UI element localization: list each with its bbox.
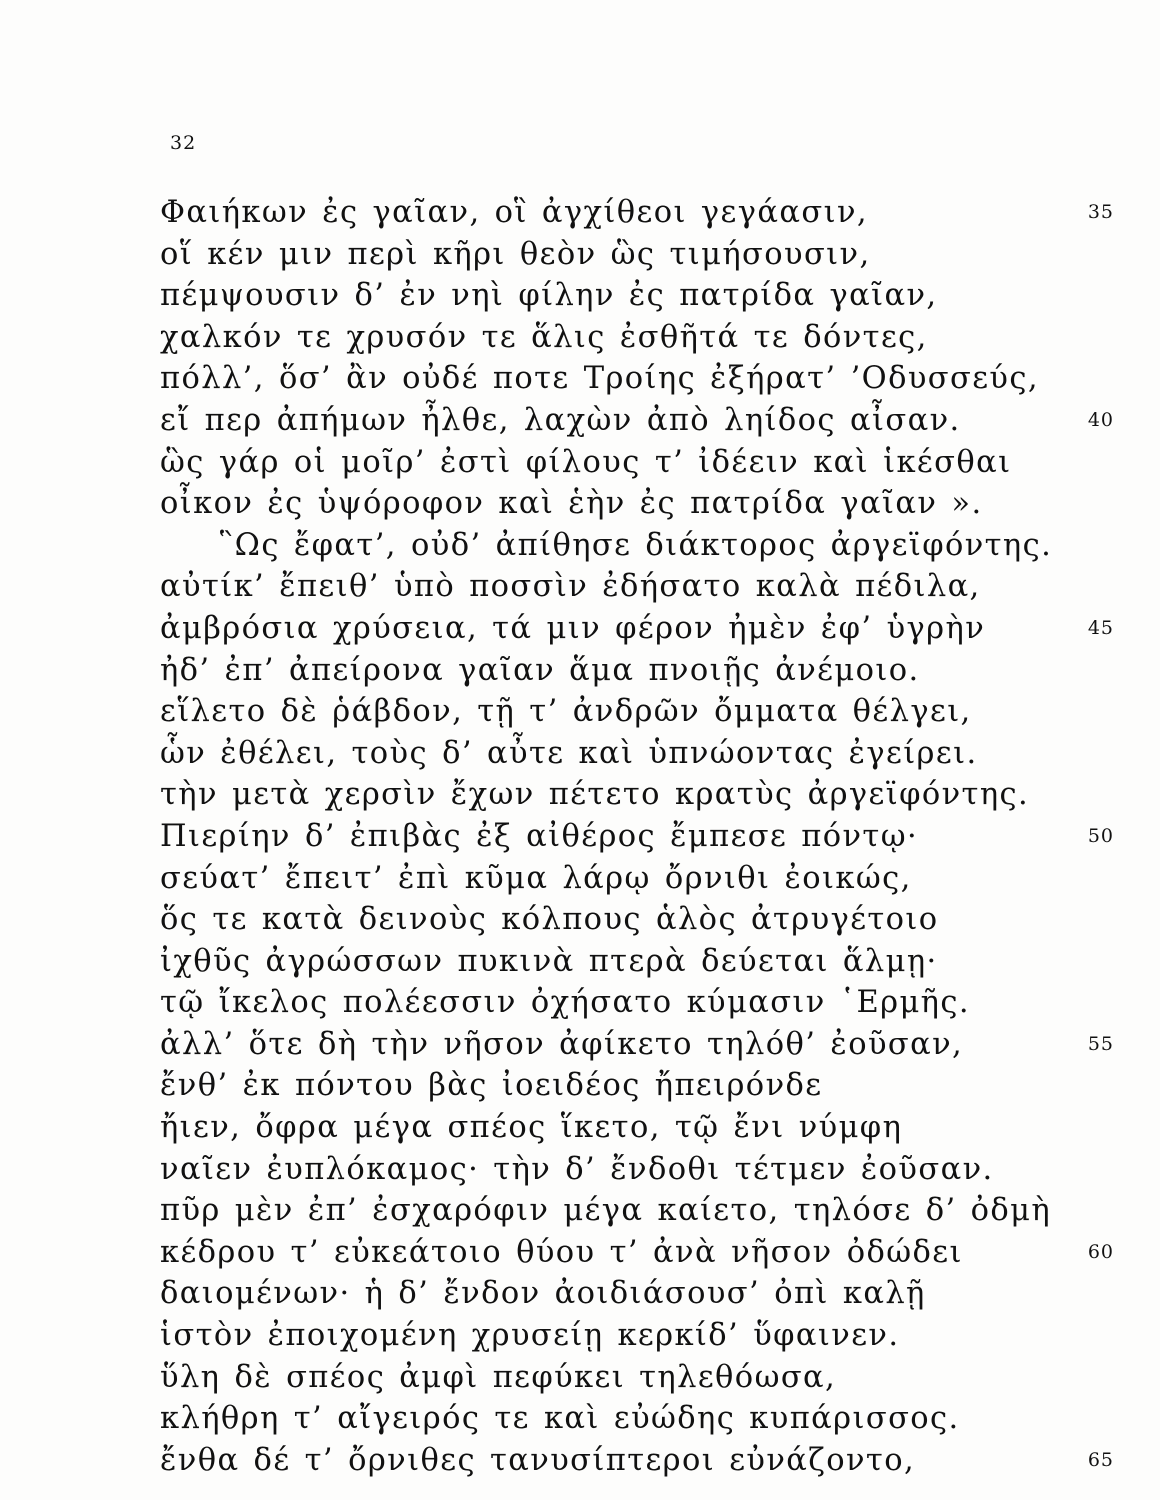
verse-line	[160, 317, 1120, 359]
line-number: 55	[1087, 1032, 1114, 1055]
verse-line	[160, 1149, 1120, 1191]
verse-text: κέδρου τ’ εὐκεάτοιο θύου τ’ ἀνὰ νῆσον ὀδώδει	[160, 1234, 963, 1270]
verse-line	[160, 1024, 1120, 1066]
verse-text: ἤιεν, ὄφρα μέγα σπέος ἵκετο, τῷ ἔνι νύμφη	[160, 1110, 903, 1146]
verse-line	[160, 192, 1120, 234]
verse-text: πόλλ’, ὅσ’ ἂν οὐδέ ποτε Τροίης ἐξήρατ’ ’Οδυσσεύς,	[160, 361, 1039, 397]
verse-text: ἔνθα δέ τ’ ὄρνιθες τανυσίπτεροι εὐνάζοντο,	[160, 1442, 916, 1478]
verse-text: οἶκον ἐς ὑψόροφον καὶ ἑὴν ἐς πατρίδα γαῖαν ».	[160, 486, 983, 522]
verse-text: πέμψουσιν δ’ ἐν νηὶ φίλην ἐς πατρίδα γαῖαν,	[160, 278, 938, 314]
verse-line	[160, 816, 1120, 858]
verse-line	[160, 483, 1120, 525]
verse-text: ναῖεν ἐυπλόκαμος· τὴν δ’ ἔνδοθι τέτμεν ἐοῦσαν.	[160, 1151, 994, 1187]
verse-line	[160, 1398, 1120, 1440]
verse-line	[160, 1357, 1120, 1399]
verse-text: εἵλετο δὲ ῥάβδον, τῇ τ’ ἀνδρῶν ὄμματα θέλγει,	[160, 694, 972, 730]
verse-text: δαιομένων· ἡ δ’ ἔνδον ἀοιδιάσουσ’ ὀπὶ καλῇ	[160, 1276, 926, 1312]
verse-text: Πιερίην δ’ ἐπιβὰς ἐξ αἰθέρος ἔμπεσε πόντῳ·	[160, 818, 919, 854]
verse-line	[160, 275, 1120, 317]
verse-line	[160, 899, 1120, 941]
verse-text: ὧν ἐθέλει, τοὺς δ’ αὖτε καὶ ὑπνώοντας ἐγείρει.	[160, 735, 978, 771]
verse-line	[160, 1065, 1120, 1107]
line-number: 65	[1087, 1448, 1114, 1471]
verse-line	[160, 650, 1120, 692]
verse-text: ἱστὸν ἐποιχομένη χρυσείῃ κερκίδ’ ὕφαινεν.	[160, 1318, 900, 1354]
verse-text: αὐτίκ’ ἔπειθ’ ὑπὸ ποσσὶν ἐδήσατο καλὰ πέδιλα,	[160, 569, 981, 605]
verse-line	[160, 941, 1120, 983]
verse-text: χαλκόν τε χρυσόν τε ἅλις ἐσθῆτά τε δόντες,	[160, 319, 928, 355]
verse-line	[160, 525, 1120, 567]
verse-line	[160, 566, 1120, 608]
verse-text: εἴ περ ἀπήμων ἦλθε, λαχὼν ἀπὸ ληίδος αἶσαν.	[160, 402, 961, 438]
verse-text: ὣς γάρ οἱ μοῖρ’ ἐστὶ φίλους τ’ ἰδέειν καὶ ἱκέσθαι	[160, 444, 1012, 480]
line-number: 40	[1087, 408, 1114, 431]
verse-line	[160, 400, 1120, 442]
verse-line	[160, 733, 1120, 775]
verse-text: ἀλλ’ ὅτε δὴ τὴν νῆσον ἀφίκετο τηλόθ’ ἐοῦσαν,	[160, 1026, 964, 1062]
line-number: 60	[1087, 1240, 1114, 1263]
page-number: 32	[170, 132, 197, 154]
verse-line	[160, 234, 1120, 276]
verse-text: σεύατ’ ἔπειτ’ ἐπὶ κῦμα λάρῳ ὄρνιθι ἐοικώς,	[160, 860, 912, 896]
verse-line	[160, 858, 1120, 900]
verse-text: ῝Ως ἔφατ’, οὐδ’ ἀπίθησε διάκτορος ἀργεϊφόντης.	[218, 527, 1053, 563]
verse-line	[160, 1273, 1120, 1315]
verse-line	[160, 1190, 1120, 1232]
line-number: 35	[1087, 201, 1114, 223]
verse-line	[160, 691, 1120, 733]
verse-line	[160, 982, 1120, 1024]
verse-text: Φαιήκων ἐς γαῖαν, οἳ ἀγχίθεοι γεγάασιν,	[160, 195, 868, 230]
verse-text: τῷ ἴκελος πολέεσσιν ὀχήσατο κύμασιν ῾Ερμῆς.	[160, 985, 970, 1021]
verse-line	[160, 774, 1120, 816]
verse-text: ἀμβρόσια χρύσεια, τά μιν φέρον ἠμὲν ἐφ’ ὑγρὴν	[160, 610, 986, 646]
verse-text: πῦρ μὲν ἐπ’ ἐσχαρόφιν μέγα καίετο, τηλόσε δ’ ὀδμὴ	[160, 1193, 1052, 1229]
verse-text: ὕλη δὲ σπέος ἀμφὶ πεφύκει τηλεθόωσα,	[160, 1359, 837, 1395]
verse-line	[160, 1440, 1120, 1482]
verse-line	[160, 1107, 1120, 1149]
verse-line	[160, 1232, 1120, 1274]
verse-text: ἠδ’ ἐπ’ ἀπείρονα γαῖαν ἅμα πνοιῇς ἀνέμοιο.	[160, 652, 920, 688]
verse-line	[160, 1315, 1120, 1357]
verse-text: ἔνθ’ ἐκ πόντου βὰς ἰοειδέος ἤπειρόνδε	[160, 1068, 823, 1104]
verse-line	[160, 358, 1120, 400]
verse-text: οἵ κέν μιν περὶ κῆρι θεὸν ὣς τιμήσουσιν,	[160, 236, 871, 272]
line-number: 45	[1087, 616, 1114, 639]
line-number: 50	[1087, 824, 1114, 847]
verse-line	[160, 442, 1120, 484]
verse-line	[160, 608, 1120, 650]
verse-text: τὴν μετὰ χερσὶν ἔχων πέτετο κρατὺς ἀργεϊφόντης.	[160, 777, 1030, 813]
verse-block	[160, 192, 1120, 1481]
verse-text: ἰχθῦς ἀγρώσσων πυκινὰ πτερὰ δεύεται ἅλμῃ·	[160, 943, 938, 979]
verse-text: κλήθρη τ’ αἴγειρός τε καὶ εὐώδης κυπάρισσος.	[160, 1401, 960, 1437]
verse-text: ὅς τε κατὰ δεινοὺς κόλπους ἁλὸς ἀτρυγέτοιο	[160, 902, 939, 938]
